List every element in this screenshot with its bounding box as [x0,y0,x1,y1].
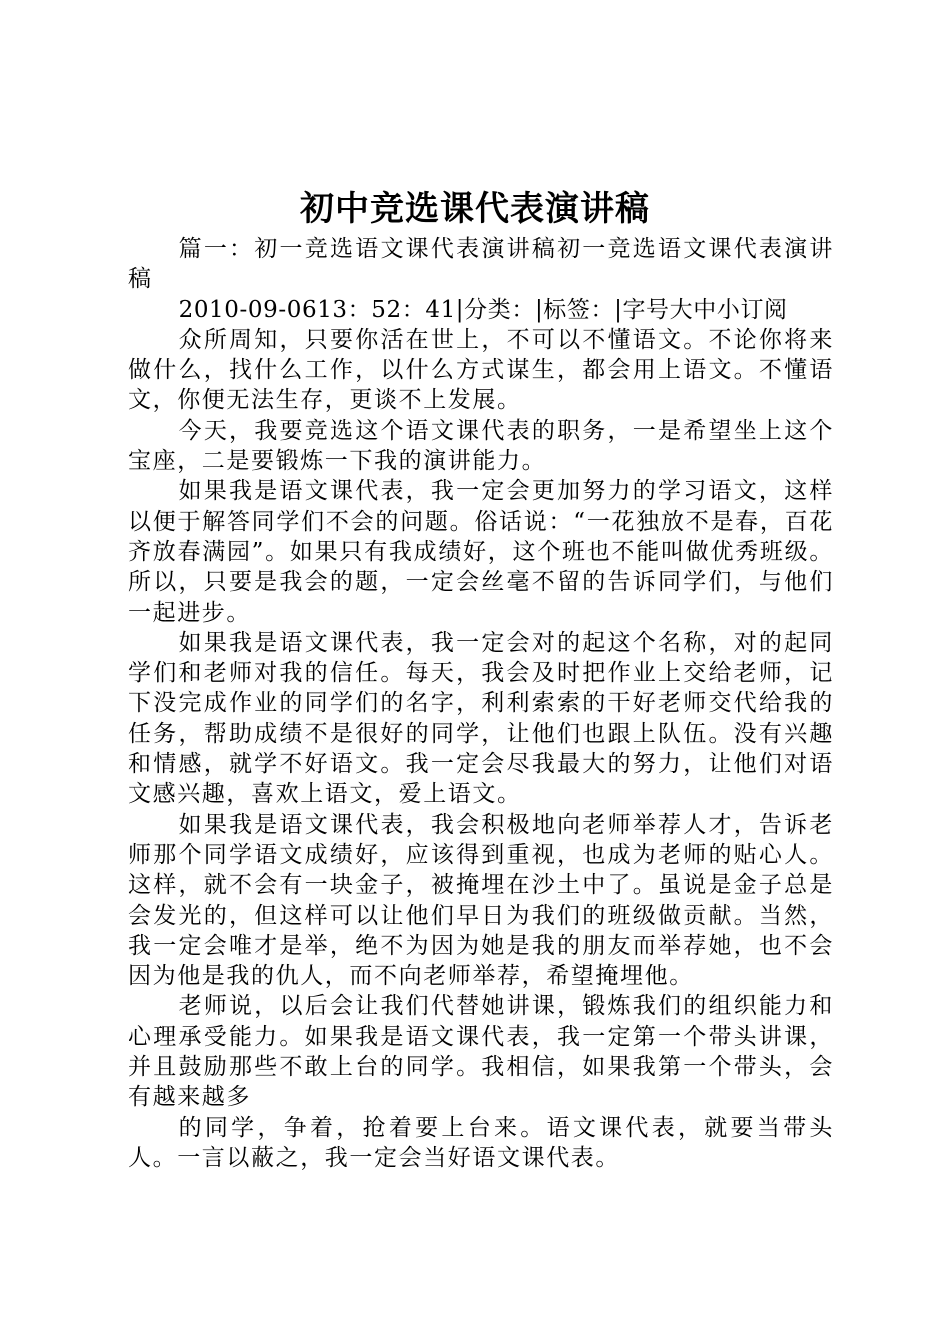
body-paragraph: 如果我是语文课代表，我一定会更加努力的学习语文，这样以便于解答同学们不会的问题。俗话说：“一花独放不是春，百花齐放春满园”。如果只有我成绩好，这个班也不能叫做优秀班级。所以，只要是我会的题，一定会丝毫不留的告诉同学们，与他们一起进步。 [128,478,834,626]
body-paragraph: 如果我是语文课代表，我一定会对的起这个名称，对的起同学们和老师对我的信任。每天，我会及时把作业上交给老师，记下没完成作业的同学们的名字，利利索索的干好老师交代给我的任务，帮助成绩不是很好的同学，让他们也跟上队伍。没有兴趣和情感，就学不好语文。我一定会尽我最大的努力，让他们对语文感兴趣，喜欢上语文，爱上语文。 [128,629,834,808]
body-paragraph: 老师说，以后会让我们代替她讲课，锻炼我们的组织能力和心理承受能力。如果我是语文课代表，我一定第一个带头讲课，并且鼓励那些不敢上台的同学。我相信，如果我第一个带头，会有越来越多 [128,993,834,1111]
body-paragraph: 的同学，争着，抢着要上台来。语文课代表，就要当带头人。一言以蔽之，我一定会当好语文课代表。 [128,1114,834,1171]
body-paragraph: 今天，我要竞选这个语文课代表的职务，一是希望坐上这个宝座，二是要锻炼一下我的演讲能力。 [128,417,834,475]
subtitle-paragraph: 篇一：初一竞选语文课代表演讲稿初一竞选语文课代表演讲稿 [128,236,834,293]
document-body [128,234,834,1173]
body-paragraph: 如果我是语文课代表，我会积极地向老师举荐人才，告诉老师那个同学语文成绩好，应该得到重视，也成为老师的贴心人。这样，就不会有一块金子，被掩埋在沙土中了。虽说是金子总是会发光的，但这样可以让他们早日为我们的班级做贡献。当然，我一定会唯才是举，绝不为因为她是我的朋友而举荐她，也不会因为他是我的仇人，而不向老师举荐，希望掩埋他。 [128,811,834,990]
meta-line: 2010-09-0613：52：41|分类：|标签：|字号大中小订阅 [178,296,788,323]
body-paragraph: 众所周知，只要你活在世上，不可以不懂语文。不论你将来做什么，找什么工作，以什么方式谋生，都会用上语文。不懂语文，你便无法生存，更谈不上发展。 [128,326,834,414]
document-title: 初中竞选课代表演讲稿 [300,189,650,229]
